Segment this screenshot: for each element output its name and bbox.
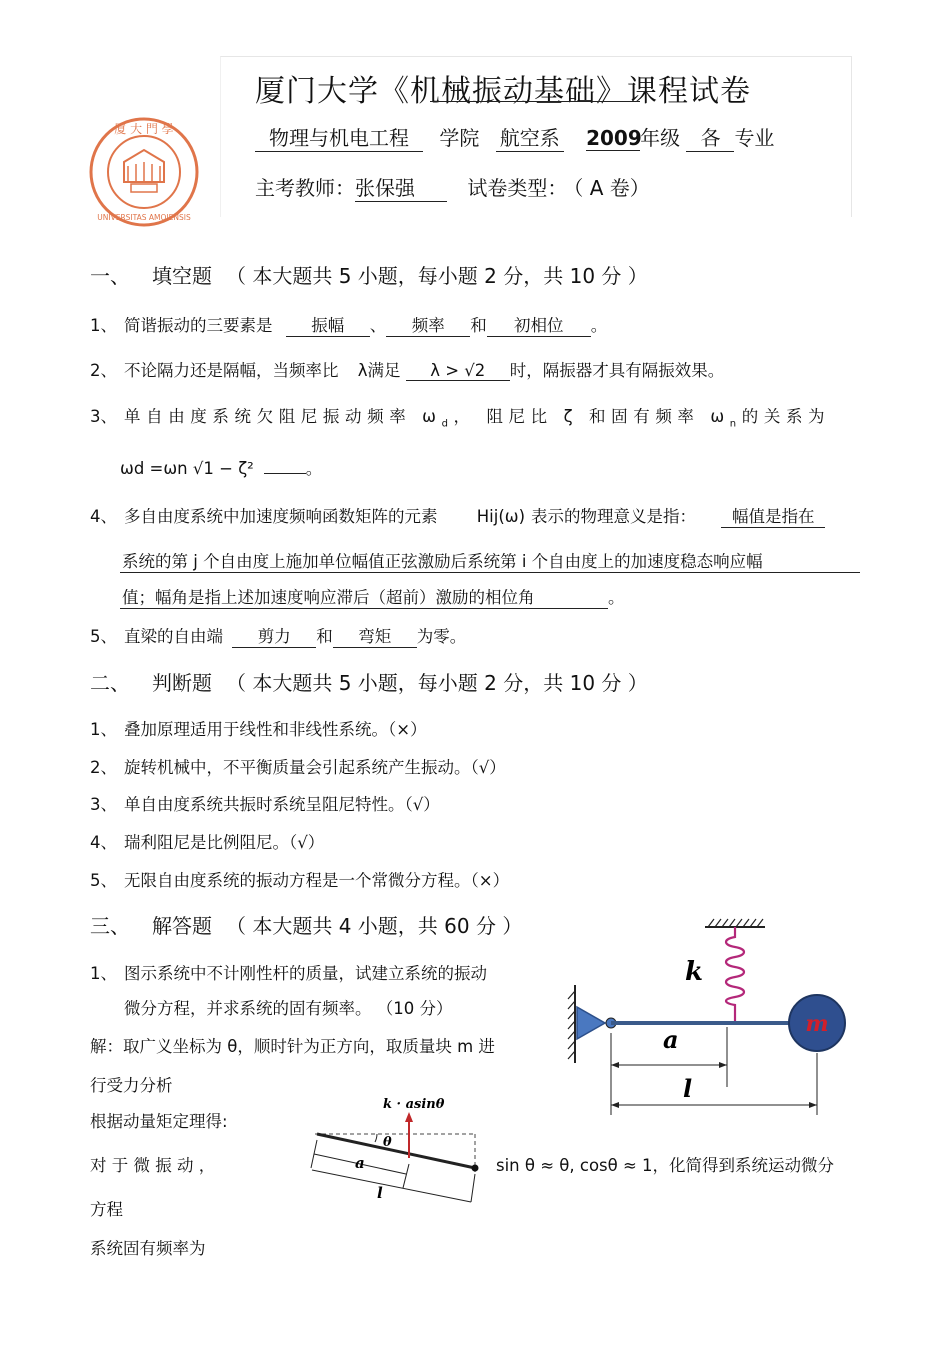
solution-line5: 方程 xyxy=(90,1200,123,1219)
fill-question-1: 1、 简谐振动的三要素是 振幅 、 频率 和 初相位 。 xyxy=(90,312,607,337)
section-fill-heading: 一、 填空题 （ 本大题共 5 小题，每小题 2 分，共 10 分 ） xyxy=(90,264,648,288)
section-judge-heading: 二、 判断题 （ 本大题共 5 小题，每小题 2 分，共 10 分 ） xyxy=(90,671,648,695)
seal-latin: UNIVERSITAS AMOIENSIS xyxy=(97,213,191,222)
exam-title: 厦门大学《机械振动基础》课程试卷 xyxy=(255,74,751,109)
seal-chars: 厦 大 門 學 xyxy=(114,122,174,136)
label-k: k xyxy=(685,957,704,987)
label-m: m xyxy=(805,1011,829,1037)
fill-question-3-line1: 3、 单自由度系统欠阻尼振动频率 $\omega_d$， 阻尼比 ζ 和固有频率 $\omega_n$的关系为 xyxy=(90,407,831,430)
header-line-college: 物理与机电工程 学院 航空系 2009年级 各 专业 xyxy=(255,122,774,152)
figure-lever-system xyxy=(565,915,855,1120)
fill-question-5: 5、 直梁的自由端 剪力 和 弯矩 为零。 xyxy=(90,623,466,648)
fill-question-4-line3: 值；幅角是指上述加速度响应滞后（超前）激励的相位角 。 xyxy=(120,584,625,609)
header-line-teacher: 主考教师：张保强 试卷类型： （ A 卷） xyxy=(255,172,650,202)
section-answer-heading: 三、 解答题 （ 本大题共 4 小题，共 60 分 ） xyxy=(90,914,523,938)
title-underline xyxy=(430,101,640,102)
judge-item-2: 2、 旋转机械中，不平衡质量会引起系统产生振动。（√） xyxy=(90,758,506,777)
solution-line2: 行受力分析 xyxy=(90,1076,173,1095)
spring-icon xyxy=(726,927,744,1021)
fill-question-3-formula: ωd =ωn √1 − ζ² 。 xyxy=(120,459,323,478)
fill-question-2: 2、 不论隔力还是隔幅，当频率比 λ满足 λ > √2 时，隔振器才具有隔振效果。 xyxy=(90,361,725,380)
solution-line4: 对 于 微 振 动 ， xyxy=(90,1156,216,1175)
solution-line6: 系统固有频率为 xyxy=(90,1239,206,1258)
label-theta: θ xyxy=(383,1135,392,1150)
answer-q1-line1: 1、 图示系统中不计刚性杆的质量，试建立系统的振动 xyxy=(90,964,487,983)
solution-line3: 根据动量矩定理得: xyxy=(90,1112,228,1131)
judge-item-4: 4、 瑞利阻尼是比例阻尼。（√） xyxy=(90,833,325,852)
fill-question-4-line1: 4、 多自由度系统中加速度频响函数矩阵的元素 Hij(ω) 表示的物理意义是指： 幅值是指在 xyxy=(90,503,825,528)
figure-free-body xyxy=(305,1092,495,1207)
answer-q1-line2: 微分方程，并求系统的固有频率。 （10 分） xyxy=(124,999,453,1018)
label-force: k · asinθ xyxy=(383,1097,445,1112)
label-l2: l xyxy=(377,1184,383,1202)
solution-line1: 解：取广义坐标为 θ，顺时针为正方向，取质量块 m 进 xyxy=(90,1037,495,1056)
solution-line4-right: sin θ ≈ θ, cosθ ≈ 1，化简得到系统运动微分 xyxy=(496,1156,835,1175)
label-a2: a xyxy=(355,1154,365,1172)
pivot-icon xyxy=(577,1007,605,1039)
judge-item-3: 3、 单自由度系统共振时系统呈阻尼特性。（√） xyxy=(90,795,440,814)
label-a: a xyxy=(663,1025,679,1054)
fill-question-4-line2: 系统的第 j 个自由度上施加单位幅值正弦激励后系统第 i 个自由度上的加速度稳态响应幅 xyxy=(120,548,860,573)
university-seal xyxy=(86,116,202,228)
judge-item-1: 1、 叠加原理适用于线性和非线性系统。（×） xyxy=(90,720,427,739)
label-l: l xyxy=(683,1074,693,1103)
judge-item-5: 5、 无限自由度系统的振动方程是一个常微分方程。（×） xyxy=(90,871,510,890)
